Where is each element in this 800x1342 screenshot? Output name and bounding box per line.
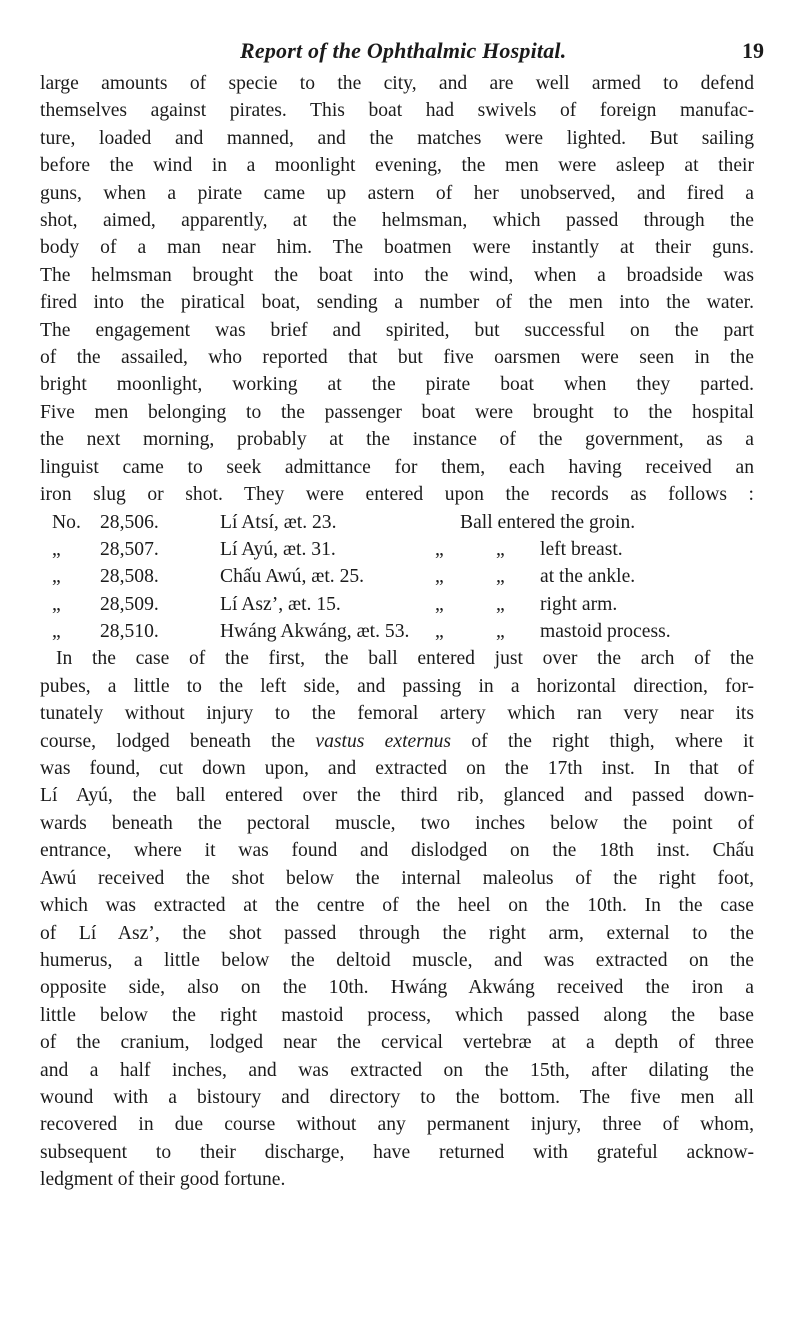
text-line xyxy=(40,728,754,755)
record-wound: at the ankle. xyxy=(540,566,636,588)
text-line: In the case of the first, the ball entered just over the arch of the xyxy=(56,648,754,670)
ditto-mark: „ xyxy=(496,593,505,615)
record-name: Chấu Awú, æt. 25. xyxy=(220,566,365,588)
text-line: Five men belonging to the passenger boat were brought to the hospital xyxy=(40,401,754,423)
record-number: 28,510. xyxy=(100,621,159,643)
text-line: wound with a bistoury and directory to the bottom. The five men all xyxy=(40,1086,754,1108)
ditto-mark: „ xyxy=(435,566,444,588)
record-action: Ball entered the groin. xyxy=(460,511,636,533)
record-number: 28,507. xyxy=(100,538,159,560)
text-line: entrance, where it was found and dislodged on the 18th inst. Chấu xyxy=(40,840,754,862)
paragraph-1 xyxy=(40,70,754,509)
text-line: bright moonlight, working at the pirate boat when they parted. xyxy=(40,374,754,396)
text-line: subsequent to their discharge, have returned with grateful acknow- xyxy=(40,1141,754,1163)
ditto-mark: „ xyxy=(435,593,444,615)
record-number: 28,508. xyxy=(100,566,159,588)
record-name: Hwáng Akwáng, æt. 53. xyxy=(220,621,410,643)
record-row xyxy=(40,618,754,645)
record-wound: mastoid process. xyxy=(540,621,671,643)
record-name: Lí Asz’, æt. 15. xyxy=(220,593,341,615)
text-line: Awú received the shot below the internal maleolus of the right foot, xyxy=(40,867,754,889)
running-head xyxy=(0,38,800,68)
record-number: 28,506. xyxy=(100,511,159,533)
record-no: „ xyxy=(52,621,61,643)
text-line: of Lí Asz’, the shot passed through the right arm, external to the xyxy=(40,922,754,944)
page-number: 19 xyxy=(742,38,764,63)
record-row xyxy=(40,591,754,618)
record-name: Lí Atsí, æt. 23. xyxy=(220,511,337,533)
text-line: opposite side, also on the 10th. Hwáng Akwáng received the iron a xyxy=(40,977,754,999)
text-line: iron slug or shot. They were entered upon the records as follows : xyxy=(40,484,754,506)
text-line: guns, when a pirate came up astern of her unobserved, and fired a xyxy=(40,182,754,204)
ditto-mark: „ xyxy=(435,538,444,560)
text-line: of the assailed, who reported that but five oarsmen were seen in the xyxy=(40,347,754,369)
paragraph-2 xyxy=(40,645,754,1193)
record-row xyxy=(40,563,754,590)
text-line: linguist came to seek admittance for them, each having received an xyxy=(40,456,754,478)
record-number: 28,509. xyxy=(100,593,159,615)
text-line: tunately without injury to the femoral artery which ran very near its xyxy=(40,703,754,725)
text-line: recovered in due course without any permanent injury, three of whom, xyxy=(40,1114,754,1136)
text-line: of the cranium, lodged near the cervical vertebræ at a depth of three xyxy=(40,1032,754,1054)
text-line: ture, loaded and manned, and the matches were lighted. But sailing xyxy=(40,127,754,149)
latin-term: vastus externus xyxy=(315,730,452,752)
record-wound: left breast. xyxy=(540,538,623,560)
record-row xyxy=(40,536,754,563)
text-line: shot, aimed, apparently, at the helmsman, which passed through the xyxy=(40,210,754,232)
text-line: and a half inches, and was extracted on the 15th, after dilating the xyxy=(40,1059,754,1081)
running-title: Report of the Ophthalmic Hospital. xyxy=(240,38,567,63)
text-line: was found, cut down upon, and extracted on the 17th inst. In that of xyxy=(40,758,754,780)
text-line: Lí Ayú, the ball entered over the third rib, glanced and passed down- xyxy=(40,785,754,807)
text-line: pubes, a little to the left side, and passing in a horizontal direction, for- xyxy=(40,675,754,697)
record-no: „ xyxy=(52,538,61,560)
text-segment: of the right thigh, where it xyxy=(471,730,755,752)
text-line: large amounts of specie to the city, and are well armed to defend xyxy=(40,73,754,94)
record-row xyxy=(40,509,754,536)
text-line: ledgment of their good fortune. xyxy=(40,1169,286,1191)
text-line: before the wind in a moonlight evening, the men were asleep at their xyxy=(40,155,754,177)
ditto-mark: „ xyxy=(496,538,505,560)
text-line: body of a man near him. The boatmen were instantly at their guns. xyxy=(40,237,754,259)
text-line: themselves against pirates. This boat had swivels of foreign manufac- xyxy=(40,100,754,122)
text-line: wards beneath the pectoral muscle, two inches below the point of xyxy=(40,812,754,834)
text-segment: course, lodged beneath the xyxy=(40,730,296,752)
text-line: little below the right mastoid process, which passed along the base xyxy=(40,1004,754,1026)
text-line: the next morning, probably at the instance of the government, as a xyxy=(40,429,754,451)
patient-records xyxy=(40,509,754,646)
record-no: „ xyxy=(52,593,61,615)
text-line: which was extracted at the centre of the heel on the 10th. In the case xyxy=(40,895,754,917)
text-line: fired into the piratical boat, sending a number of the men into the water. xyxy=(40,292,754,314)
record-no: No. xyxy=(52,511,81,533)
text-line: humerus, a little below the deltoid muscle, and was extracted on the xyxy=(40,949,754,971)
text-line: The helmsman brought the boat into the wind, when a broadside was xyxy=(40,264,754,286)
ditto-mark: „ xyxy=(435,621,444,643)
text-line: The engagement was brief and spirited, but successful on the part xyxy=(40,319,754,341)
record-wound: right arm. xyxy=(540,593,618,615)
record-name: Lí Ayú, æt. 31. xyxy=(220,538,336,560)
ditto-mark: „ xyxy=(496,621,505,643)
ditto-mark: „ xyxy=(496,566,505,588)
record-no: „ xyxy=(52,566,61,588)
